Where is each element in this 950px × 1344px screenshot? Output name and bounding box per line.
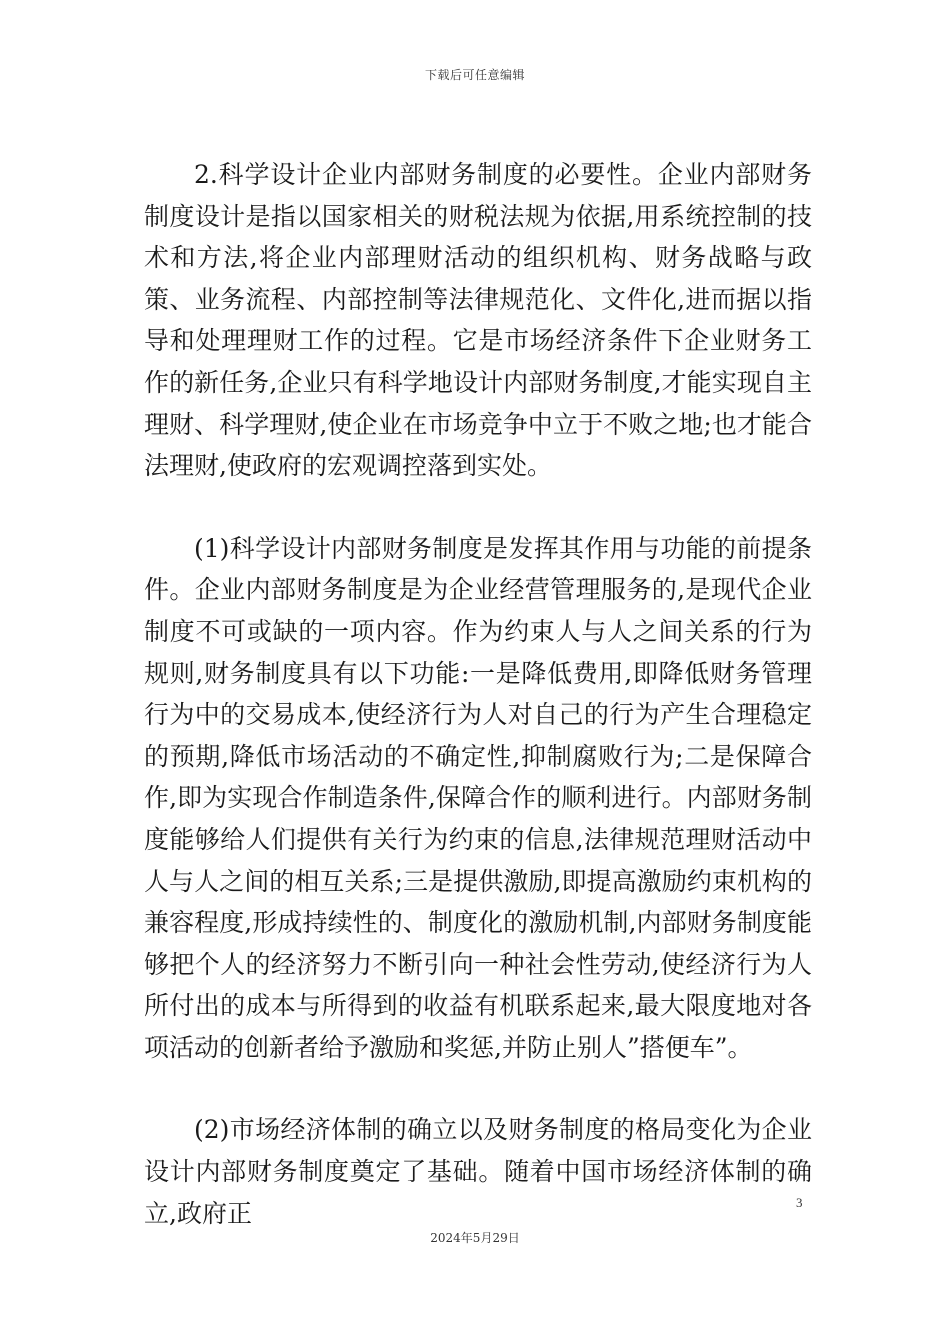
page-number: 3 bbox=[796, 1195, 803, 1210]
paragraph-necessity: 2.科学设计企业内部财务制度的必要性。企业内部财务制度设计是指以国家相关的财税法规为依据,用系统控制的技术和方法,将企业内部理财活动的组织机构、财务战略与政策、业务流程、内部控制等法律规范化、文件化,进而据以指导和处理理财工作的过程。它是市场经济条件下企业财务工作的新任务,企业只有科学地设计内部财务制度,才能实现自主理财、科学理财,使企业在市场竞争中立于不败之地;也才能合法理财,使政府的宏观调控落到实处。 bbox=[144, 160, 812, 481]
footer-date: 2024年5月29日 bbox=[430, 1231, 520, 1245]
header-note: 下载后可任意编辑 bbox=[424, 68, 525, 82]
paragraph-point-2: (2)市场经济体制的确立以及财务制度的格局变化为企业设计内部财务制度奠定了基础。随着中国市场经济体制的确立,政府正 bbox=[144, 1115, 812, 1228]
document-body bbox=[144, 154, 812, 1234]
paragraph-point-1: (1)科学设计内部财务制度是发挥其作用与功能的前提条件。企业内部财务制度是为企业经营管理服务的,是现代企业制度不可或缺的一项内容。作为约束人与人之间关系的行为规则,财务制度具有以下功能:一是降低费用,即降低财务管理行为中的交易成本,使经济行为人对自己的行为产生合理稳定的预期,降低市场活动的不确定性,抑制腐败行为;二是保障合作,即为实现合作制造条件,保障合作的顺利进行。内部财务制度能够给人们提供有关行为约束的信息,法律规范理财活动中人与人之间的相互关系;三是提供激励,即提高激励约束机构的兼容程度,形成持续性的、制度化的激励机制,内部财务制度能够把个人的经济努力不断引向一种社会性劳动,使经济行为人所付出的成本与所得到的收益有机联系起来,最大限度地对各项活动的创新者给予激励和奖惩,并防止别人”搭便车”。 bbox=[144, 533, 812, 1062]
